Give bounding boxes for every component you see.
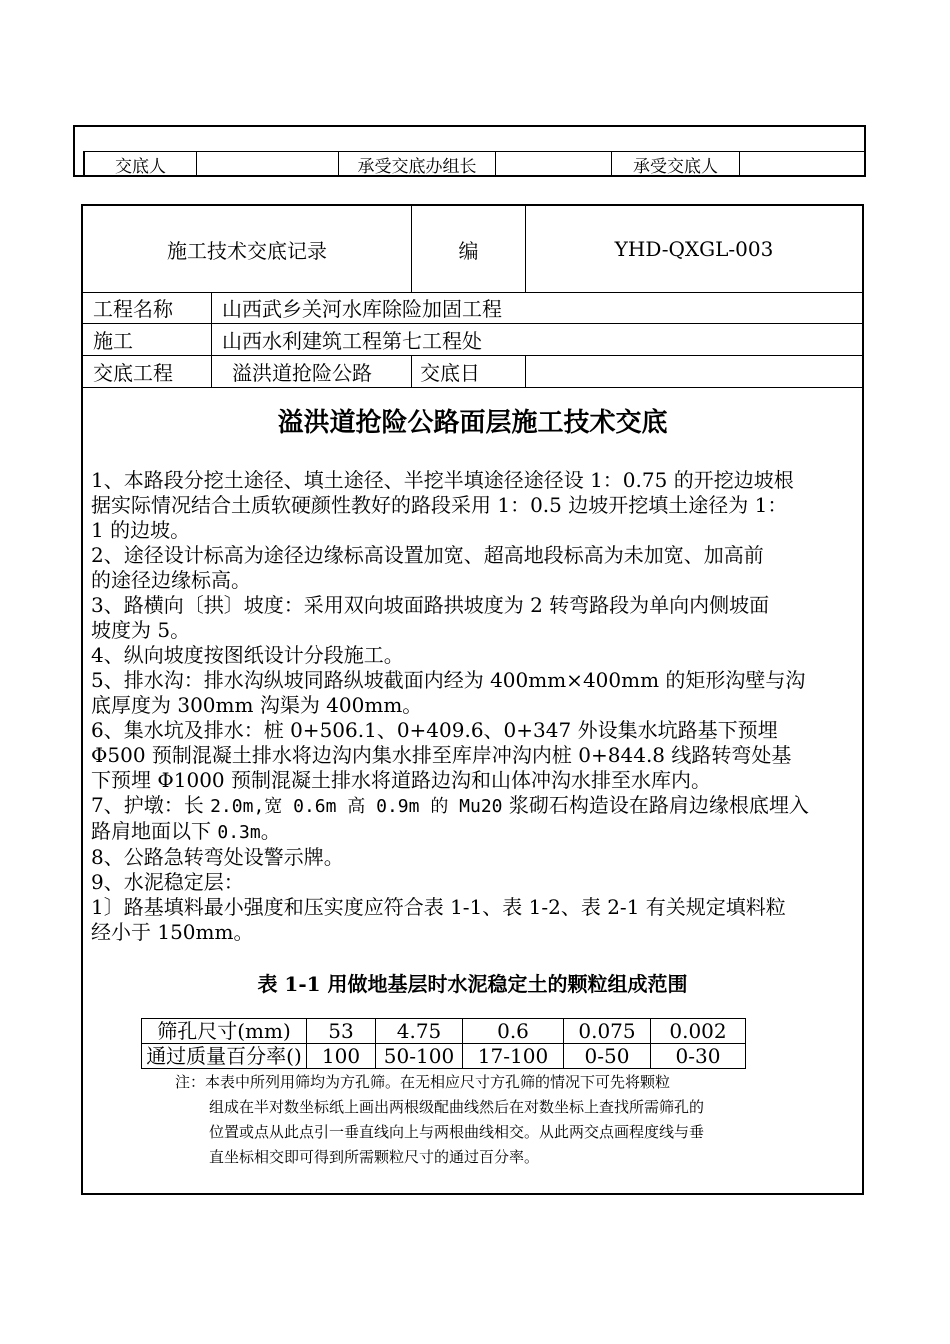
handover-row xyxy=(83,356,862,388)
code-label: 编 xyxy=(412,206,526,292)
document-body xyxy=(91,468,854,945)
paragraph-line: 5、排水沟：排水沟纵坡同路纵坡截面内经为 400mm×400mm 的矩形沟壁与沟 xyxy=(91,668,806,692)
receiving-office-head-label: 承受交底办组长 xyxy=(339,152,496,177)
signature-table xyxy=(73,125,866,177)
construction-value: 山西水利建筑工程第七工程处 xyxy=(222,329,482,353)
table-cell: 50-100 xyxy=(376,1044,463,1069)
paragraph-line: 经小于 150mm。 xyxy=(91,920,254,944)
project-row xyxy=(83,292,862,324)
paragraph-line: 1、本路段分挖土途径、填土途径、半挖半填途径途径设 1：0.75 的开挖边坡根 xyxy=(91,468,794,492)
table-cell: 0.075 xyxy=(564,1019,651,1044)
table-cell: 17-100 xyxy=(463,1044,564,1069)
table-cell: 筛孔尺寸(mm) xyxy=(142,1019,307,1044)
handover-project-value: 溢洪道抢险公路 xyxy=(212,356,412,387)
paragraph-line: 下预埋 Φ1000 预制混凝土排水将道路边沟和山体冲沟水排至水库内。 xyxy=(91,768,712,792)
table-row xyxy=(142,1019,746,1044)
note-line: 注：本表中所列用筛均为方孔筛。在无相应尺寸方孔筛的情况下可先将颗粒 xyxy=(175,1073,671,1091)
table-note xyxy=(175,1070,704,1170)
paragraph-line: 1 的边坡。 xyxy=(91,518,191,542)
paragraph-line: Φ500 预制混凝土排水将边沟内集水排至库岸冲沟内桩 0+844.8 线路转弯处基 xyxy=(91,743,792,767)
table-cell: 0-30 xyxy=(651,1044,746,1069)
document-title: 溢洪道抢险公路面层施工技术交底 xyxy=(277,408,668,438)
construction-row xyxy=(83,324,862,356)
note-line: 组成在半对数坐标纸上画出两根级配曲线然后在对数坐标上查找所需筛孔的 xyxy=(209,1098,705,1116)
paragraph-line: 坡度为 5。 xyxy=(91,618,191,642)
receiving-office-head-field xyxy=(496,152,612,177)
paragraph-line xyxy=(91,819,854,845)
paragraph-line: 8、公路急转弯处设警示牌。 xyxy=(91,845,344,869)
code-value: YHD-QXGL-003 xyxy=(614,237,774,261)
paragraph-line: 1〕路基填料最小强度和压实度应符合表 1-1、表 1-2、表 2-1 有关规定填料粒 xyxy=(91,895,786,919)
paragraph-line: 3、路横向〔拱〕坡度：采用双向坡面路拱坡度为 2 转弯路段为单向内侧坡面 xyxy=(91,593,770,617)
paragraph-line: 9、水泥稳定层： xyxy=(91,870,244,894)
paragraph-line xyxy=(91,793,854,819)
paragraph-line: 的途径边缘标高。 xyxy=(91,568,251,592)
handover-date-label: 交底日 xyxy=(412,356,526,387)
text-span: 2.0m,宽 0.6m 高 0.9m 的 Mu20 xyxy=(210,796,503,817)
text-span: 0.3m xyxy=(217,822,261,843)
signature-row xyxy=(83,151,866,177)
paragraph-line: 4、纵向坡度按图纸设计分段施工。 xyxy=(91,643,404,667)
project-label: 工程名称 xyxy=(83,292,212,323)
paragraph-line: 6、集水坑及排水：桩 0+506.1、0+409.6、0+347 外设集水坑路基下预埋 xyxy=(91,718,778,742)
record-header xyxy=(83,206,862,293)
handover-date-value xyxy=(526,356,862,387)
construction-label: 施工 xyxy=(83,324,212,355)
table-cell: 4.75 xyxy=(376,1019,463,1044)
table-cell: 0.6 xyxy=(463,1019,564,1044)
table-cell: 0-50 xyxy=(564,1044,651,1069)
record-table xyxy=(81,204,864,1195)
paragraph-line: 底厚度为 300mm 沟渠为 400mm。 xyxy=(91,693,423,717)
table-row xyxy=(142,1044,746,1069)
sieve-table xyxy=(141,1018,746,1069)
paragraph-line: 2、途径设计标高为途径边缘标高设置加宽、超高地段标高为未加宽、加高前 xyxy=(91,543,764,567)
text-span: 7、护墩：长 xyxy=(91,793,211,817)
table-cell: 53 xyxy=(307,1019,376,1044)
note-line: 直坐标相交即可得到所需颗粒尺寸的通过百分率。 xyxy=(209,1148,540,1166)
text-span: 。 xyxy=(260,819,281,843)
receiving-person-field xyxy=(740,152,866,177)
note-line: 位置或点从此点引一垂直线向上与两根曲线相交。从此两交点画程度线与垂 xyxy=(209,1123,705,1141)
table-cell: 100 xyxy=(307,1044,376,1069)
handover-person-field xyxy=(197,152,339,177)
record-title: 施工技术交底记录 xyxy=(83,206,412,292)
text-span: 路肩地面以下 xyxy=(91,819,218,843)
handover-person-label: 交底人 xyxy=(85,152,197,177)
table-title: 表 1-1 用做地基层时水泥稳定土的颗粒组成范围 xyxy=(257,972,688,996)
text-span: 浆砌石构造设在路肩边缘根底埋入 xyxy=(502,793,809,817)
project-value: 山西武乡关河水库除险加固工程 xyxy=(222,297,502,321)
receiving-person-label: 承受交底人 xyxy=(612,152,740,177)
table-cell: 0.002 xyxy=(651,1019,746,1044)
table-cell: 通过质量百分率() xyxy=(142,1044,307,1069)
paragraph-line: 据实际情况结合土质软硬颜性教好的路段采用 1：0.5 边坡开挖填土途径为 1： xyxy=(91,493,788,517)
handover-project-label: 交底工程 xyxy=(83,356,212,387)
